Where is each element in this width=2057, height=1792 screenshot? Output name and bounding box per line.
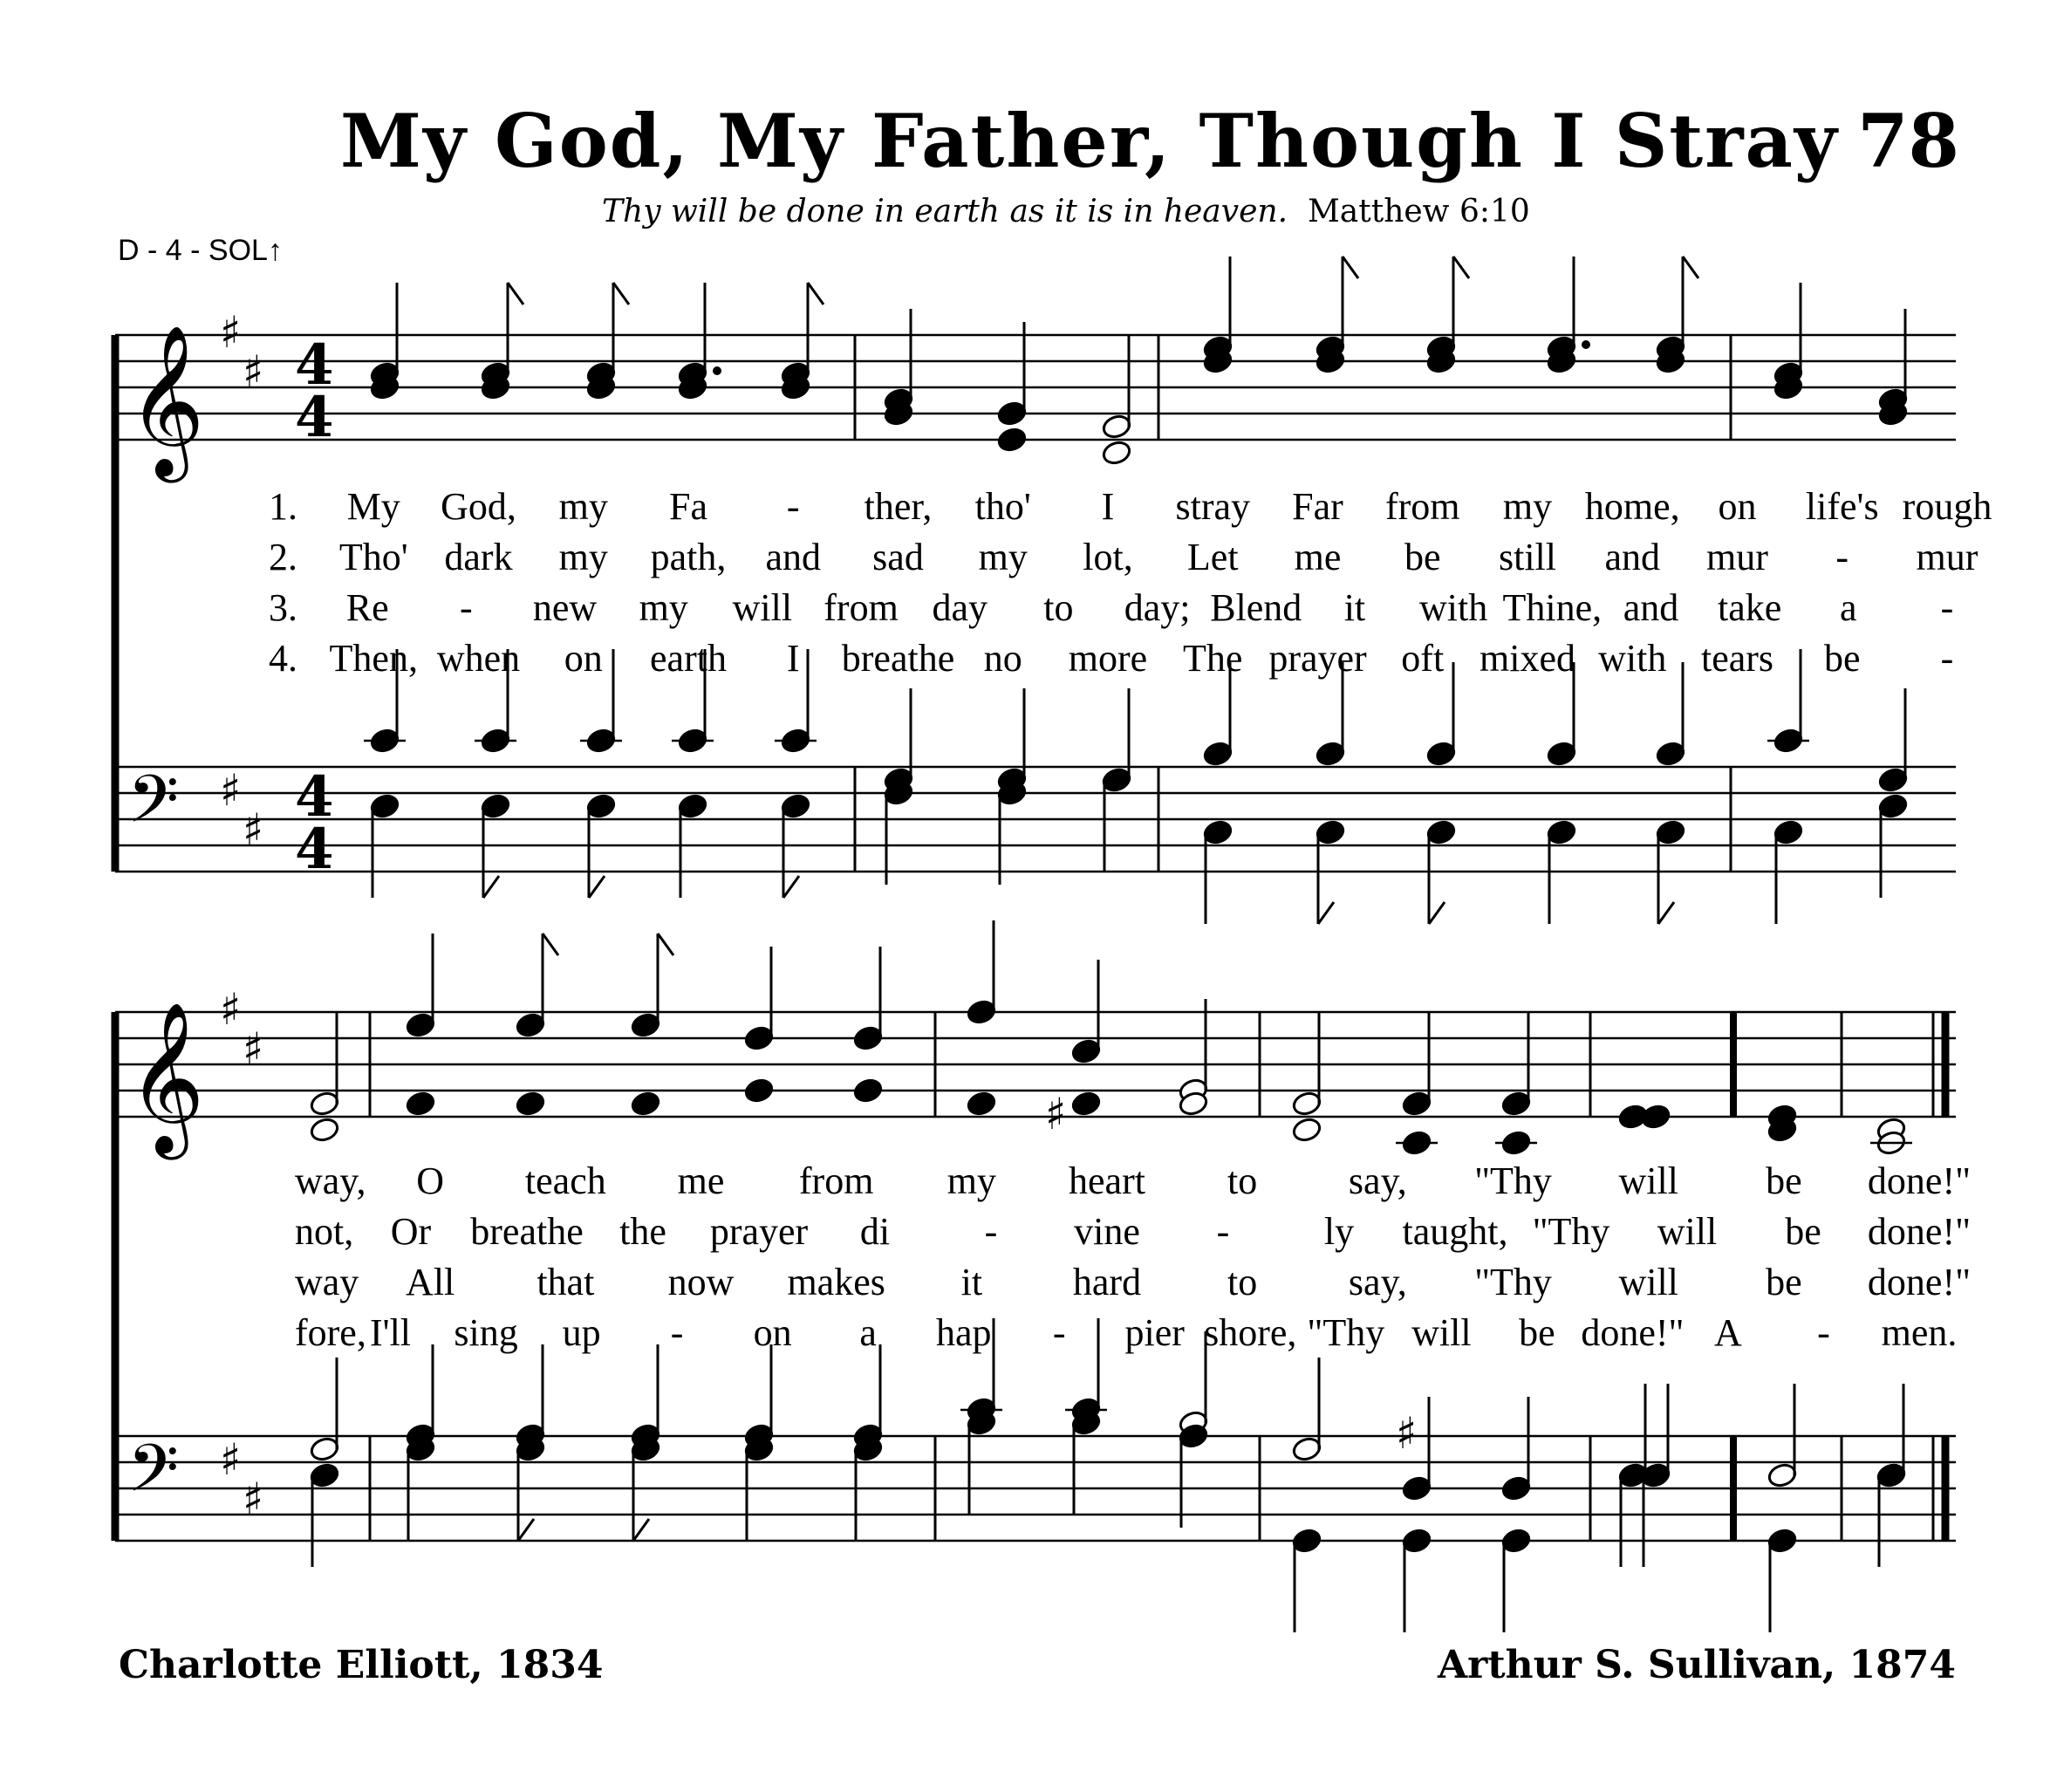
- hymn-title: My God, My Father, Though I Stray: [340, 98, 1839, 184]
- lyric-syllable: take: [1717, 586, 1782, 629]
- lyric-syllable: home,: [1584, 485, 1680, 528]
- lyric-syllable: Thine,: [1502, 586, 1603, 629]
- key-sharp-icon: ♯: [243, 1023, 264, 1074]
- composer-credit: Arthur S. Sullivan, 1874: [1437, 1643, 1956, 1687]
- lyric-syllable: "Thy: [1307, 1311, 1385, 1354]
- note-head: [743, 1077, 775, 1105]
- note-flag: [633, 1519, 649, 1541]
- lyric-syllable: -: [460, 586, 473, 629]
- note-flag: [1683, 256, 1698, 278]
- lyric-syllable: day;: [1124, 586, 1191, 629]
- note-flag: [589, 876, 605, 898]
- key-sharp-icon: ♯: [220, 984, 242, 1035]
- lyric-syllable: on: [753, 1311, 792, 1354]
- lyric-syllable: tears: [1700, 637, 1774, 680]
- lyric-syllable: heart: [1069, 1159, 1145, 1202]
- lyric-syllable: sad: [872, 536, 924, 578]
- lyric-syllable: -: [1940, 637, 1954, 680]
- accidental-sharp-icon: ♯: [1396, 1408, 1418, 1459]
- lyric-syllable: -: [984, 1210, 998, 1253]
- lyric-syllable: mixed: [1480, 637, 1575, 680]
- lyric-syllable: be: [1404, 536, 1441, 578]
- time-signature-numerator: 4: [295, 332, 334, 398]
- lyric-syllable: Tho': [338, 536, 408, 578]
- lyric-syllable: a: [1840, 586, 1857, 629]
- lyric-syllable: breathe: [841, 637, 955, 680]
- lyric-syllable: makes: [787, 1261, 885, 1303]
- lyric-syllable: from: [1384, 485, 1460, 528]
- note-head: [1640, 1104, 1671, 1131]
- lyric-syllable: tho': [974, 485, 1031, 528]
- note-head: [515, 1091, 546, 1118]
- note-flag: [1453, 256, 1469, 278]
- lyric-syllable: -: [1817, 1311, 1830, 1354]
- note-head: [630, 1091, 661, 1118]
- time-signature-denominator: 4: [295, 817, 334, 882]
- key-sharp-icon: ♯: [243, 346, 264, 397]
- lyric-syllable: with: [1419, 586, 1488, 629]
- lyric-syllable: path,: [650, 536, 727, 578]
- lyric-syllable: 4.: [269, 637, 297, 680]
- note-head: [1291, 1117, 1322, 1144]
- bass-clef-icon: 𝄢: [127, 1430, 180, 1523]
- key-sharp-icon: ♯: [220, 765, 242, 816]
- key-sharp-icon: ♯: [243, 1474, 264, 1524]
- note-flag: [1318, 902, 1334, 924]
- lyric-syllable: from: [798, 1159, 874, 1202]
- lyric-syllable: stray: [1175, 485, 1251, 528]
- lyric-syllable: my: [558, 536, 608, 578]
- scripture-text: Thy will be done in earth as it is in heaven.: [602, 194, 1288, 229]
- lyric-syllable: prayer: [1268, 637, 1367, 680]
- lyric-syllable: Then,: [329, 637, 418, 680]
- key-sharp-icon: ♯: [243, 804, 264, 855]
- note-flag: [613, 283, 629, 304]
- note-head: [1070, 1091, 1102, 1118]
- lyric-syllable: more: [1068, 637, 1148, 680]
- lyric-syllable: will: [1411, 1311, 1472, 1354]
- lyric-syllable: when: [436, 637, 521, 680]
- accidental-sharp-icon: ♯: [1045, 1089, 1067, 1139]
- lyric-syllable: Or: [390, 1210, 432, 1253]
- note-flag: [483, 876, 499, 898]
- lyric-syllable: will: [1657, 1210, 1718, 1253]
- lyrics-layer: [269, 485, 1992, 1354]
- lyric-syllable: up: [562, 1311, 601, 1354]
- note-head: [405, 1091, 436, 1118]
- lyric-syllable: ther,: [864, 485, 933, 528]
- lyric-syllable: God,: [441, 485, 516, 528]
- lyric-syllable: "Thy: [1474, 1261, 1552, 1303]
- lyric-syllable: -: [1216, 1210, 1230, 1253]
- lyric-syllable: be: [1519, 1311, 1555, 1354]
- lyric-syllable: shore,: [1204, 1311, 1297, 1354]
- lyric-syllable: 2.: [269, 536, 297, 578]
- lyric-syllable: "Thy: [1474, 1159, 1552, 1202]
- lyric-syllable: on: [564, 637, 603, 680]
- lyric-syllable: All: [406, 1261, 455, 1303]
- lyric-syllable: A: [1714, 1311, 1742, 1354]
- treble-clef-icon: 𝄞: [127, 1002, 205, 1153]
- lyric-syllable: be: [1785, 1210, 1821, 1253]
- lyric-syllable: be: [1823, 637, 1861, 680]
- lyric-syllable: mur: [1706, 536, 1768, 578]
- note-dot: [1582, 340, 1590, 349]
- lyric-syllable: a: [859, 1311, 877, 1354]
- lyric-syllable: will: [1618, 1261, 1678, 1303]
- lyric-syllable: 3.: [269, 586, 297, 629]
- scripture-reference: Matthew 6:10: [1307, 194, 1530, 229]
- lyric-syllable: ly: [1323, 1210, 1355, 1253]
- hymn-number: 78: [1857, 98, 1959, 184]
- note-head: [1101, 440, 1132, 467]
- lyric-syllable: not,: [295, 1210, 354, 1253]
- lyric-syllable: say,: [1348, 1261, 1407, 1303]
- lyric-syllable: on: [1718, 485, 1757, 528]
- lyric-syllable: me: [1294, 536, 1342, 578]
- lyric-syllable: no: [983, 637, 1022, 680]
- lyric-syllable: my: [639, 586, 688, 629]
- lyric-syllable: to: [1043, 586, 1074, 629]
- lyric-syllable: teach: [524, 1159, 606, 1202]
- treble-clef-icon: 𝄞: [127, 325, 205, 476]
- lyric-syllable: I: [1101, 485, 1115, 528]
- lyric-syllable: my: [1502, 485, 1553, 528]
- lyric-syllable: still: [1498, 536, 1557, 578]
- lyric-syllable: way,: [295, 1159, 366, 1202]
- note-flag: [808, 283, 823, 304]
- lyric-syllable: Blend: [1210, 586, 1302, 629]
- lyric-syllable: -: [1940, 586, 1954, 629]
- notation-layer: [115, 256, 1956, 1632]
- lyric-syllable: lot,: [1083, 536, 1133, 578]
- lyric-syllable: I: [786, 637, 800, 680]
- lyric-syllable: -: [670, 1311, 684, 1354]
- lyric-syllable: and: [1604, 536, 1661, 578]
- lyric-syllable: day: [932, 586, 988, 629]
- note-head: [966, 1091, 997, 1118]
- lyric-syllable: to: [1227, 1261, 1258, 1303]
- lyric-syllable: and: [1623, 586, 1679, 629]
- lyric-syllable: me: [677, 1159, 725, 1202]
- lyric-syllable: done!": [1581, 1311, 1685, 1354]
- lyric-syllable: -: [786, 485, 800, 528]
- lyric-syllable: from: [823, 586, 899, 629]
- lyric-syllable: Let: [1186, 536, 1239, 578]
- note-flag: [658, 934, 673, 955]
- lyric-syllable: will: [732, 586, 793, 629]
- lyric-syllable: to: [1227, 1159, 1258, 1202]
- lyric-syllable: O: [416, 1159, 445, 1202]
- lyric-syllable: done!": [1867, 1159, 1972, 1202]
- lyric-syllable: di: [859, 1210, 891, 1253]
- note-flag: [1658, 902, 1674, 924]
- lyric-syllable: -: [1052, 1311, 1066, 1354]
- lyric-syllable: hap: [935, 1311, 992, 1354]
- note-dot: [713, 366, 721, 375]
- lyric-syllable: fore,: [295, 1311, 366, 1354]
- lyric-syllable: done!": [1867, 1261, 1972, 1303]
- lyric-syllable: sing: [454, 1311, 518, 1354]
- lyric-syllable: men.: [1881, 1311, 1958, 1354]
- note-flag: [508, 283, 523, 304]
- key-sharp-icon: ♯: [220, 307, 242, 358]
- lyric-syllable: it: [960, 1261, 983, 1303]
- lyric-syllable: dark: [444, 536, 513, 578]
- lyric-syllable: hard: [1072, 1261, 1142, 1303]
- lyric-syllable: new: [532, 586, 598, 629]
- lyric-syllable: Far: [1292, 485, 1343, 528]
- lyric-syllable: my: [558, 485, 608, 528]
- lyric-syllable: will: [1618, 1159, 1678, 1202]
- note-flag: [783, 876, 799, 898]
- lyric-syllable: be: [1766, 1159, 1802, 1202]
- lyric-syllable: and: [765, 536, 822, 578]
- lyric-syllable: pier: [1124, 1311, 1185, 1354]
- note-flag: [1343, 256, 1358, 278]
- lyric-syllable: it: [1343, 586, 1366, 629]
- lyric-syllable: oft: [1401, 637, 1445, 680]
- note-flag: [543, 934, 558, 955]
- lyric-syllable: My: [346, 485, 400, 528]
- key-sharp-icon: ♯: [220, 1434, 242, 1485]
- lyric-syllable: The: [1183, 637, 1243, 680]
- key-info: D - 4 - SOL↑: [118, 234, 283, 267]
- lyric-syllable: the: [619, 1210, 666, 1253]
- lyric-syllable: life's: [1805, 485, 1879, 528]
- note-flag: [1429, 902, 1445, 924]
- time-signature-numerator: 4: [295, 764, 334, 830]
- lyric-syllable: be: [1766, 1261, 1802, 1303]
- lyric-syllable: "Thy: [1532, 1210, 1610, 1253]
- lyric-syllable: done!": [1867, 1210, 1972, 1253]
- lyric-syllable: say,: [1348, 1159, 1407, 1202]
- lyric-syllable: 1.: [269, 485, 297, 528]
- lyric-syllable: mur: [1916, 536, 1978, 578]
- note-head: [309, 1117, 340, 1144]
- lyric-syllable: taught,: [1402, 1210, 1508, 1253]
- lyric-syllable: -: [1835, 536, 1849, 578]
- lyric-syllable: prayer: [709, 1210, 809, 1253]
- lyric-syllable: earth: [650, 637, 727, 680]
- bass-clef-icon: 𝄢: [127, 761, 180, 854]
- lyric-syllable: rough: [1902, 485, 1992, 528]
- time-signature-denominator: 4: [295, 385, 334, 450]
- lyric-syllable: I'll: [370, 1311, 412, 1354]
- lyricist-credit: Charlotte Elliott, 1834: [119, 1643, 604, 1687]
- note-head: [852, 1077, 884, 1105]
- lyric-syllable: way: [295, 1261, 359, 1303]
- note-head: [996, 427, 1028, 454]
- lyric-syllable: my: [978, 536, 1028, 578]
- lyric-syllable: now: [667, 1261, 735, 1303]
- lyric-syllable: Re: [345, 586, 389, 629]
- lyric-syllable: Fa: [669, 485, 707, 528]
- lyric-syllable: vine: [1074, 1210, 1140, 1253]
- note-flag: [518, 1519, 534, 1541]
- lyric-syllable: my: [946, 1159, 996, 1202]
- lyric-syllable: breathe: [470, 1210, 584, 1253]
- lyric-syllable: that: [536, 1261, 595, 1303]
- lyric-syllable: with: [1598, 637, 1667, 680]
